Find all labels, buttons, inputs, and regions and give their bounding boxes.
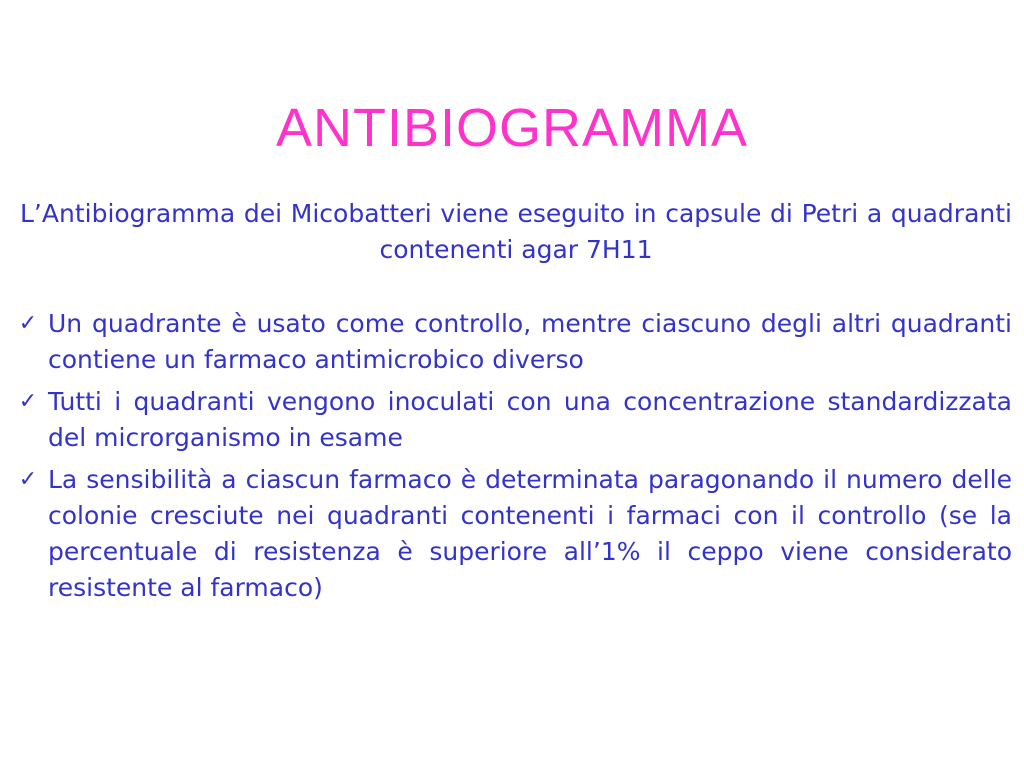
bullet-text: La sensibilità a ciascun farmaco è determinata paragonando il numero delle colonie cresciute nei quadranti contenenti i farmaci con il controllo (se la percentuale di resistenza è superiore all’1% il ceppo viene considerato resistente al farmaco) — [48, 465, 1012, 602]
slide-body — [14, 196, 1012, 612]
bullet-text: Un quadrante è usato come controllo, mentre ciascuno degli altri quadranti contiene un farmaco antimicrobico diverso — [48, 309, 1012, 374]
checkmark-icon: ✓ — [18, 389, 38, 414]
bullet-list — [14, 306, 1012, 606]
slide-title: ANTIBIOGRAMMA — [275, 98, 749, 158]
checkmark-icon: ✓ — [18, 311, 38, 336]
bullet-item — [14, 306, 1012, 378]
bullet-item — [14, 462, 1012, 606]
bullet-text: Tutti i quadranti vengono inoculati con una concentrazione standardizzata del microrganismo in esame — [48, 387, 1012, 452]
checkmark-icon: ✓ — [18, 467, 38, 492]
intro-paragraph: L’Antibiogramma dei Micobatteri viene eseguito in capsule di Petri a quadranti contenenti agar 7H11 — [20, 199, 1012, 264]
bullet-item — [14, 384, 1012, 456]
